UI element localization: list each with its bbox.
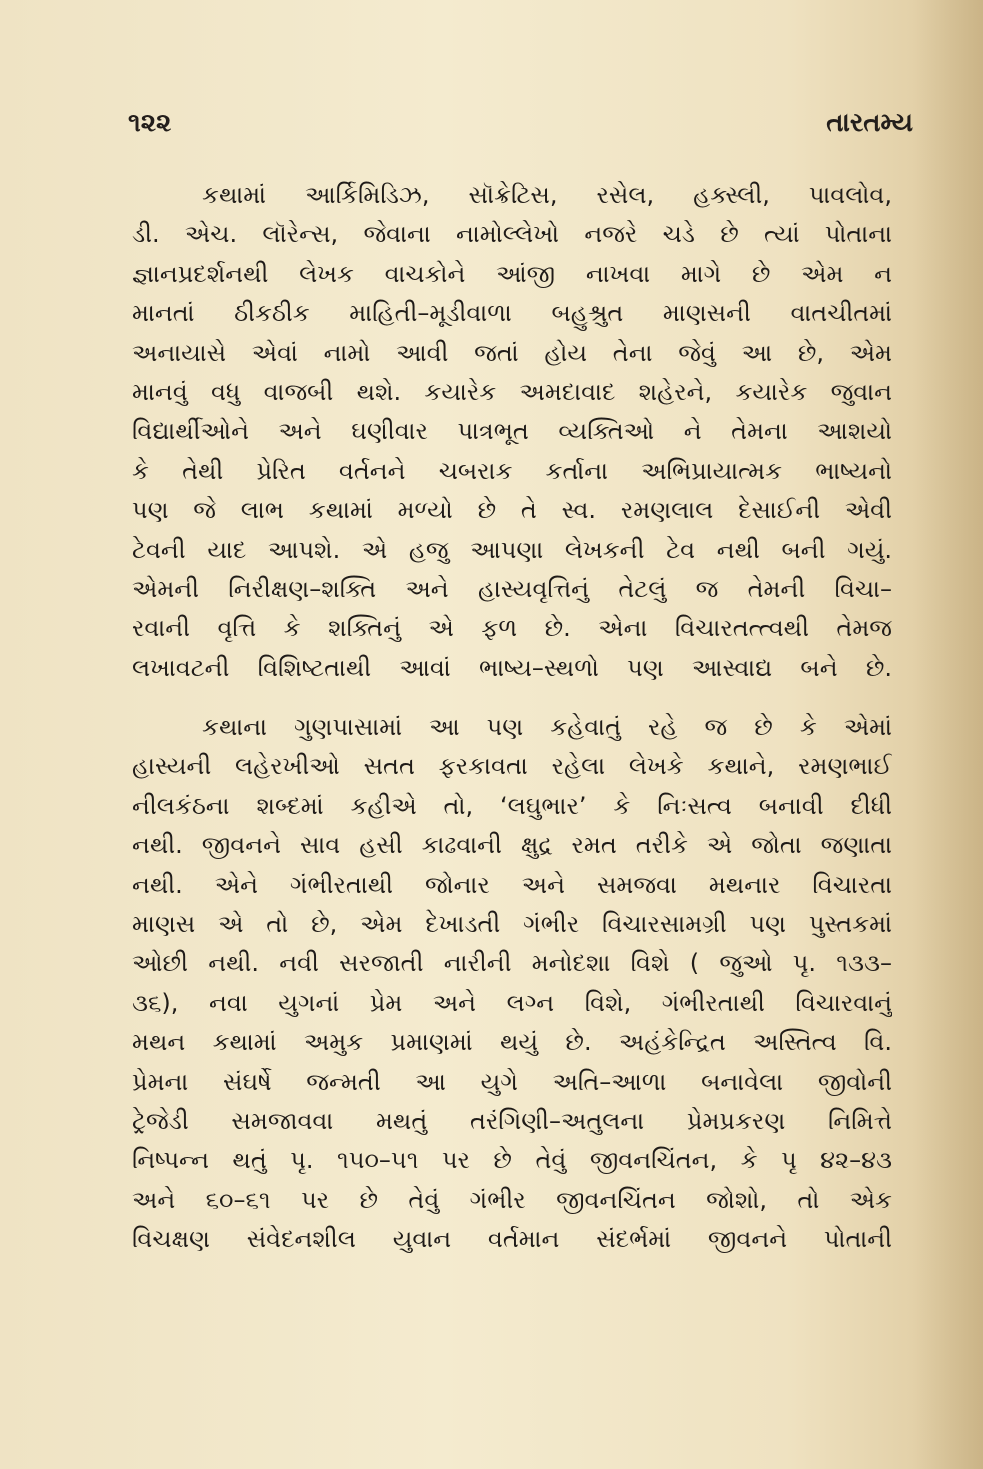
text-line: વિદ્યાર્થીઓને અને ઘણીવાર પાત્રભૂત વ્યક્તિઓ ને તેમના આશયો bbox=[132, 417, 892, 446]
text-line: નથી. જીવનને સાવ હસી કાઢવાની ક્ષુદ્ર રમત તરીકે એ જોતા જણાતા bbox=[132, 831, 892, 860]
text-line: માણસ એ તો છે, એમ દેખાડતી ગંભીર વિચારસામગ્રી પણ પુસ્તકમાં bbox=[132, 910, 892, 939]
text-line: નથી. એને ગંભીરતાથી જોનાર અને સમજવા મથનાર વિચારતા bbox=[132, 870, 892, 899]
text-line: ૩૬), નવા યુગનાં પ્રેમ અને લગ્ન વિશે, ગંભીરતાથી વિચારવાનું bbox=[132, 988, 892, 1017]
text-line: મથન કથામાં અમુક પ્રમાણમાં થયું છે. અહંકેન્દ્રિત અસ્તિત્વ વિ. bbox=[132, 1028, 892, 1057]
text-line: અનાયાસે એવાં નામો આવી જતાં હોય તેના જેવું આ છે, એમ bbox=[132, 338, 892, 367]
text-line: ઓછી નથી. નવી સરજાતી નારીની મનોદશા વિશે ( જુઓ પૃ. ૧૩૩– bbox=[132, 949, 892, 978]
text-line: કથાના ગુણપાસામાં આ પણ કહેવાતું રહે જ છે કે એમાં bbox=[202, 713, 892, 742]
text-line: વિચક્ષણ સંવેદનશીલ યુવાન વર્તમાન સંદર્ભમાં જીવનને પોતાની bbox=[132, 1225, 892, 1254]
text-line: લખાવટની વિશિષ્ટતાથી આવાં ભાષ્ય–સ્થળો પણ આસ્વાદ્ય બને છે. bbox=[132, 653, 892, 682]
body-text bbox=[132, 176, 892, 1260]
text-line: રવાની વૃત્તિ કે શક્તિનું એ ફળ છે. એના વિચારતત્ત્વથી તેમજ bbox=[132, 614, 892, 643]
text-line: ટેવની યાદ આપશે. એ હજુ આપણા લેખકની ટેવ નથી બની ગયું. bbox=[132, 535, 892, 564]
paragraph bbox=[132, 708, 892, 1259]
paragraph bbox=[132, 176, 892, 688]
text-line: ડી. એચ. લૉરેન્સ, જેવાના નામોલ્લેખો નજરે ચડે છે ત્યાં પોતાના bbox=[132, 220, 892, 249]
text-line: પણ જે લાભ કથામાં મળ્યો છે તે સ્વ. રમણલાલ દેસાઈની એવી bbox=[132, 496, 892, 525]
text-line: હાસ્યની લહેરખીઓ સતત ફરકાવતા રહેલા લેખકે કથાને, રમણભાઈ bbox=[132, 752, 892, 781]
text-line: એમની નિરીક્ષણ–શક્તિ અને હાસ્યવૃત્તિનું તેટલું જ તેમની વિચા– bbox=[132, 574, 892, 603]
text-line: માનતાં ઠીકઠીક માહિતી–મૂડીવાળા બહુશ્રુત માણસની વાતચીતમાં bbox=[132, 299, 892, 328]
running-title: તારતમ્ય bbox=[826, 108, 913, 138]
page-number: ૧૨૨ bbox=[128, 108, 172, 138]
page-edge-shadow bbox=[913, 0, 983, 1469]
page-header bbox=[0, 108, 983, 148]
text-line: ટ્રેજેડી સમજાવવા મથતું તરંગિણી–અતુલના પ્રેમપ્રકરણ નિમિત્તે bbox=[132, 1106, 892, 1135]
text-line: માનવું વધુ વાજબી થશે. કયારેક અમદાવાદ શહેરને, કયારેક જુવાન bbox=[132, 377, 892, 406]
text-line: પ્રેમના સંઘર્ષે જન્મતી આ યુગે અતિ–આળા બનાવેલા જીવોની bbox=[132, 1067, 892, 1096]
text-line: નિષ્પન્ન થતું પૃ. ૧૫૦–૫૧ પર છે તેવું જીવનચિંતન, કે પૃ ૪૨–૪૩ bbox=[132, 1146, 892, 1175]
text-line: કથામાં આર્કિમિડિઝ, સૉક્રેટિસ, રસેલ, હક્સ્લી, પાવલોવ, bbox=[202, 181, 892, 209]
text-line: નીલકંઠના શબ્દમાં કહીએ તો, ‘લઘુભાર’ કે નિઃસત્વ બનાવી દીધી bbox=[132, 791, 892, 820]
text-line: જ્ઞાનપ્રદર્શનથી લેખક વાચકોને આંજી નાખવા માગે છે એમ ન bbox=[132, 259, 892, 288]
paragraph-gap bbox=[132, 688, 892, 708]
text-line: અને ૬૦–૬૧ પર છે તેવું ગંભીર જીવનચિંતન જોશો, તો એક bbox=[132, 1185, 892, 1214]
text-line: કે તેથી પ્રેરિત વર્તનને ચબરાક કર્તાના અભિપ્રાયાત્મક ભાષ્યનો bbox=[132, 456, 892, 485]
